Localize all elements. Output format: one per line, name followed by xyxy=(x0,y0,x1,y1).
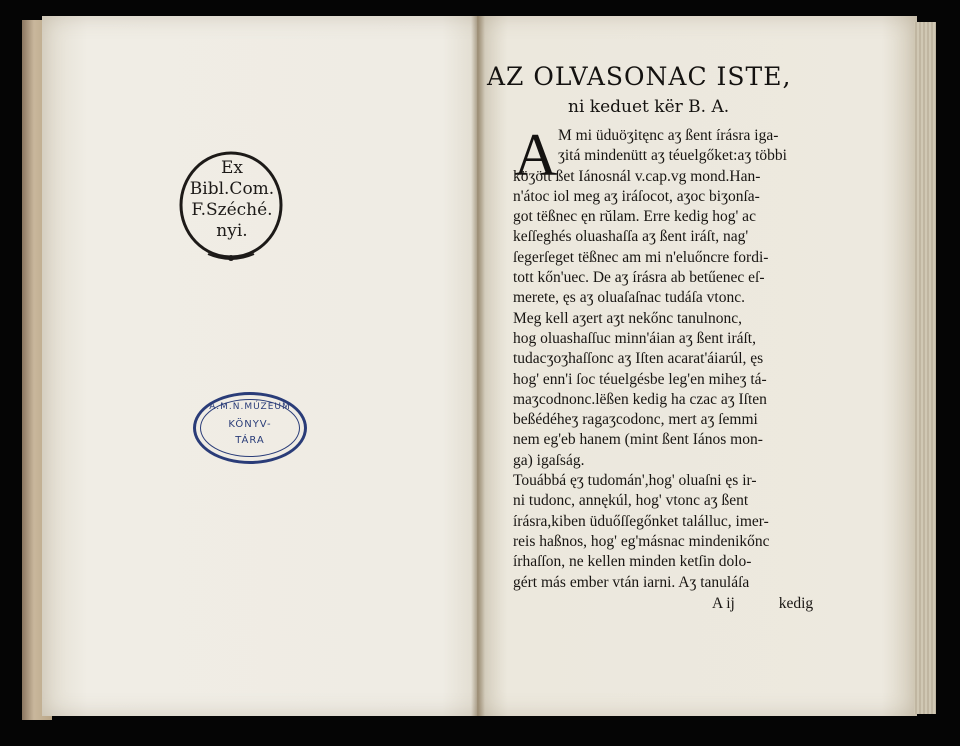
oval-stamp-arc-text: A.M.N.MÚZEUM xyxy=(209,402,291,412)
text-line: írásra,kiben üduőſſegőnket találluc, imer- xyxy=(513,512,769,530)
text-line: ga) igaſság. xyxy=(513,451,585,469)
text-line: keſſeghés oluashaſſa aʒ ßent iráſt, nag' xyxy=(513,228,749,246)
text-line: tott kőn'uec. De aʒ írásra ab betűenec eſ- xyxy=(513,269,765,287)
body-text xyxy=(513,122,841,593)
text-line: ni tudonc, annękúl, hog' vtonc aʒ ßent xyxy=(513,492,749,510)
text-line: n'átoc iol meg aʒ iráſocot, aʒoc biʒonſa- xyxy=(513,187,760,205)
text-line: maʒcodnonc.lëßen kedig ha czac aʒ Iſten xyxy=(513,390,767,408)
text-line: Touábbá ęʒ tudomán',hog' oluaſni ęs ir- xyxy=(513,472,757,490)
text-line: nem eg'eb hanem (mint ßent Iános mon- xyxy=(513,431,763,449)
wreath-line: F.Széché. xyxy=(191,200,273,220)
text-line: írhaſſon, ne kellen minden ketſin dolo- xyxy=(513,553,752,571)
wreath-line: Bibl.Com. xyxy=(189,179,275,199)
oval-stamp-line1: KÖNYV- xyxy=(228,419,272,430)
text-line: reis haßnos, hog' eg'másnac mindenikőnc xyxy=(513,532,770,550)
oval-stamp-line2: TÁRA xyxy=(235,435,265,446)
book-gutter xyxy=(471,16,485,716)
catchword: kedig xyxy=(778,595,814,612)
left-page xyxy=(42,16,497,716)
text-line: köʒött ßet Iánosnál v.cap.vg mond.Han- xyxy=(513,167,761,185)
wreath-line: Ex xyxy=(221,158,243,178)
text-line: M mi üduöʒitęnc aʒ ßent írásra iga- xyxy=(558,127,779,144)
page-footer xyxy=(712,595,842,613)
signature-mark: A ij xyxy=(712,595,735,612)
text-line: tudacʒoʒhaſſonc aʒ Iſten acarat'áiarúl, ęs xyxy=(513,350,764,368)
drop-cap-initial: A xyxy=(514,122,558,188)
text-line: beßédéheʒ ragaʒcodonc, mert aʒ ſemmi xyxy=(513,411,758,429)
page-title: AZ OLVASONAC ISTE, xyxy=(487,62,792,91)
wreath-stamp-text xyxy=(178,158,286,242)
page-subtitle: ni keduet kër B. A. xyxy=(568,97,730,117)
museum-oval-stamp xyxy=(193,392,311,466)
wreath-line: nyi. xyxy=(216,221,248,241)
text-line: merete, ęs aʒ oluaſaſnac tudáſa vtonc. xyxy=(513,289,745,307)
text-line: hog' enn'i ſoc téuelgésbe leg'en miheʒ tá- xyxy=(513,370,767,388)
text-line: gért más ember vtán iarni. Aʒ tanuláſa xyxy=(513,573,750,591)
text-line: ſegerſeget tëßnec am mi n'eluőncre fordi- xyxy=(513,248,769,266)
text-line: got tëßnec ęn rŭlam. Erre kedig hog' ac xyxy=(513,208,756,226)
text-line: Meg kell aʒert aʒt nekőnc tanulnonc, xyxy=(513,309,742,327)
text-line: ʒitá mindenütt aʒ téuelgőket:aʒ többi xyxy=(558,147,787,165)
text-line: hog oluashaſſuc minn'áian aʒ ßent iráſt, xyxy=(513,329,756,347)
page-edges xyxy=(914,22,936,714)
library-wreath-stamp xyxy=(178,150,286,262)
